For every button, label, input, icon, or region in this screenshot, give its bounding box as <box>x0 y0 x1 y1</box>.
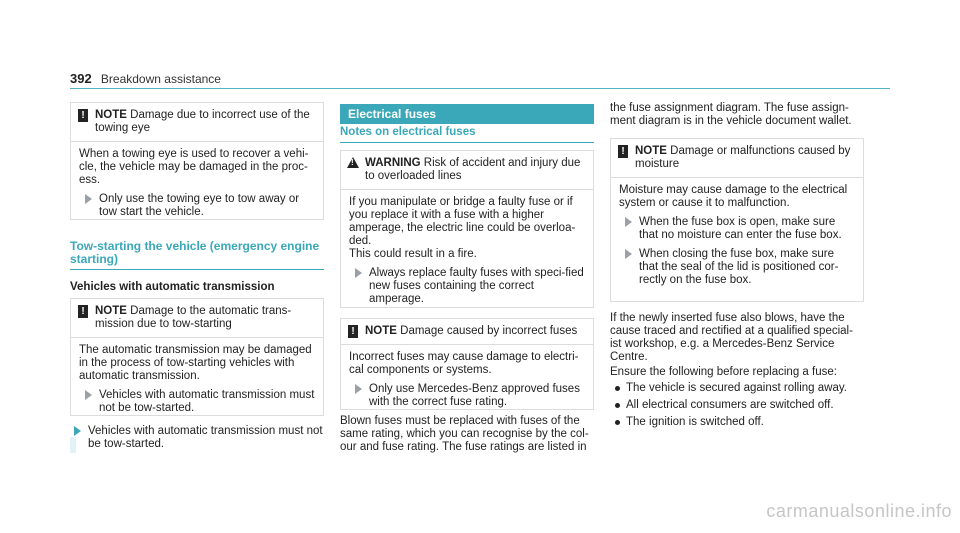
fuse-paragraph: Blown fuses must be replaced with fuses of the same rating, which you can recognise by the col-our and fuse rating. The fuse ratings are listed in <box>340 415 589 453</box>
arrow-icon <box>355 268 362 278</box>
exclamation-icon: ! <box>348 325 358 338</box>
note-header <box>611 139 863 178</box>
header-rule <box>70 88 890 89</box>
note-text: Incorrect fuses may cause damage to electri-cal components or systems. <box>349 351 579 376</box>
arrow-icon <box>85 194 92 204</box>
section-name: Breakdown assistance <box>100 72 221 86</box>
note-title: Damage due to incorrect use of the towing eye <box>95 109 310 134</box>
list-item <box>610 399 864 412</box>
section-rule <box>70 269 324 270</box>
list-item-text: The vehicle is secured against rolling away. <box>626 382 847 394</box>
note-towing-eye <box>70 102 324 220</box>
note-header <box>71 299 323 338</box>
page-number: 392 <box>70 71 92 86</box>
bullet-icon <box>615 386 620 391</box>
exclamation-icon: ! <box>78 305 88 318</box>
section-bar <box>340 104 594 124</box>
tow-start-section <box>70 240 324 270</box>
warning-action-text: Always replace faulty fuses with speci-fied new fuses containing the correct amperage. <box>369 267 584 305</box>
page-header <box>70 72 221 87</box>
list-item <box>610 416 864 429</box>
note-action-text: Only use the towing eye to tow away or tow start the vehicle. <box>99 193 300 218</box>
warning-header <box>341 151 593 190</box>
warning-label: WARNING <box>365 157 421 169</box>
note-action-text: Only use Mercedes-Benz approved fuses with the correct fuse rating. <box>369 383 580 408</box>
note-title: Damage caused by incorrect fuses <box>400 325 578 337</box>
warning-title: Risk of accident and injury due to overloaded lines <box>365 157 581 182</box>
note-action-1 <box>619 216 855 242</box>
workshop-paragraph: If the newly inserted fuse also blows, have the cause traced and rectified at a qualified special-ist workshop, e.g. a Mercedes-Benz Service Centre. <box>610 312 853 363</box>
arrow-icon <box>74 426 81 436</box>
warning-text-1: If you manipulate or bridge a faulty fuse or if you replace it with a fuse with a higher amperage, the electric line could be overloa-ded. <box>349 196 576 247</box>
list-item <box>610 382 864 395</box>
note-incorrect-fuses <box>340 318 594 410</box>
note-text: When a towing eye is used to recover a vehi-cle, the vehicle may be damaged in the proc-ess. <box>79 148 309 186</box>
arrow-icon <box>625 249 632 259</box>
note-text: Moisture may cause damage to the electrical system or cause it to malfunction. <box>619 184 848 209</box>
note-action-2 <box>619 248 855 287</box>
note-action-text: Vehicles with automatic transmission must not be tow-started. <box>99 389 315 414</box>
note-label: NOTE <box>635 145 667 157</box>
fuse-diagram-paragraph: the fuse assignment diagram. The fuse assign-ment diagram is in the vehicle document wallet. <box>610 102 852 127</box>
warning-box <box>340 150 594 308</box>
notes-fuses-heading <box>340 126 594 143</box>
bullet-icon <box>615 420 620 425</box>
warning-body <box>341 190 593 312</box>
instruction-text: Vehicles with automatic transmission must not be tow-started. <box>88 425 323 450</box>
exclamation-icon: ! <box>78 109 88 122</box>
note-body <box>71 142 323 225</box>
bullet-icon <box>615 403 620 408</box>
arrow-icon <box>85 390 92 400</box>
note-moisture <box>610 138 864 302</box>
note-action <box>79 193 315 219</box>
arrow-icon <box>355 384 362 394</box>
list-item-text: All electrical consumers are switched off. <box>626 399 834 411</box>
subsection-title: Notes on electrical fuses <box>340 126 476 138</box>
note-action <box>79 389 315 415</box>
checklist <box>610 380 864 429</box>
note-body <box>611 178 863 293</box>
watermark: carmanualsonline.info <box>766 501 952 521</box>
list-item-text: The ignition is switched off. <box>626 416 764 428</box>
warning-text-2: This could result in a fire. <box>349 248 477 260</box>
note-action-text: When the fuse box is open, make sure that no moisture can enter the fuse box. <box>639 216 842 241</box>
note-label: NOTE <box>95 109 127 121</box>
arrow-icon <box>625 217 632 227</box>
warning-action <box>349 267 585 306</box>
note-title: Damage to the automatic trans-mission due to tow-starting <box>95 305 292 330</box>
section-title: Tow-starting the vehicle (emergency engine starting) <box>70 239 320 266</box>
exclamation-icon: ! <box>618 145 628 158</box>
note-action <box>349 383 585 409</box>
note-label: NOTE <box>365 325 397 337</box>
instruction-step <box>70 425 324 451</box>
note-body <box>341 345 593 415</box>
step-marker-shade <box>70 437 76 453</box>
subsection-title: Vehicles with automatic transmission <box>70 281 275 293</box>
note-action-text: When closing the fuse box, make sure that the seal of the lid is positioned cor-rectly on the fuse box. <box>639 248 839 286</box>
section-bar-title: Electrical fuses <box>348 107 437 121</box>
note-transmission <box>70 298 324 416</box>
note-text: The automatic transmission may be damaged in the process of tow-starting vehicles with automatic transmission. <box>79 344 312 382</box>
warning-triangle-icon: ! <box>347 157 359 168</box>
section-rule <box>340 142 594 143</box>
note-title: Damage or malfunctions caused by moisture <box>635 145 851 170</box>
note-label: NOTE <box>95 305 127 317</box>
note-body <box>71 338 323 421</box>
note-header <box>71 103 323 142</box>
note-header <box>341 319 593 345</box>
checklist-intro: Ensure the following before replacing a fuse: <box>610 366 837 378</box>
